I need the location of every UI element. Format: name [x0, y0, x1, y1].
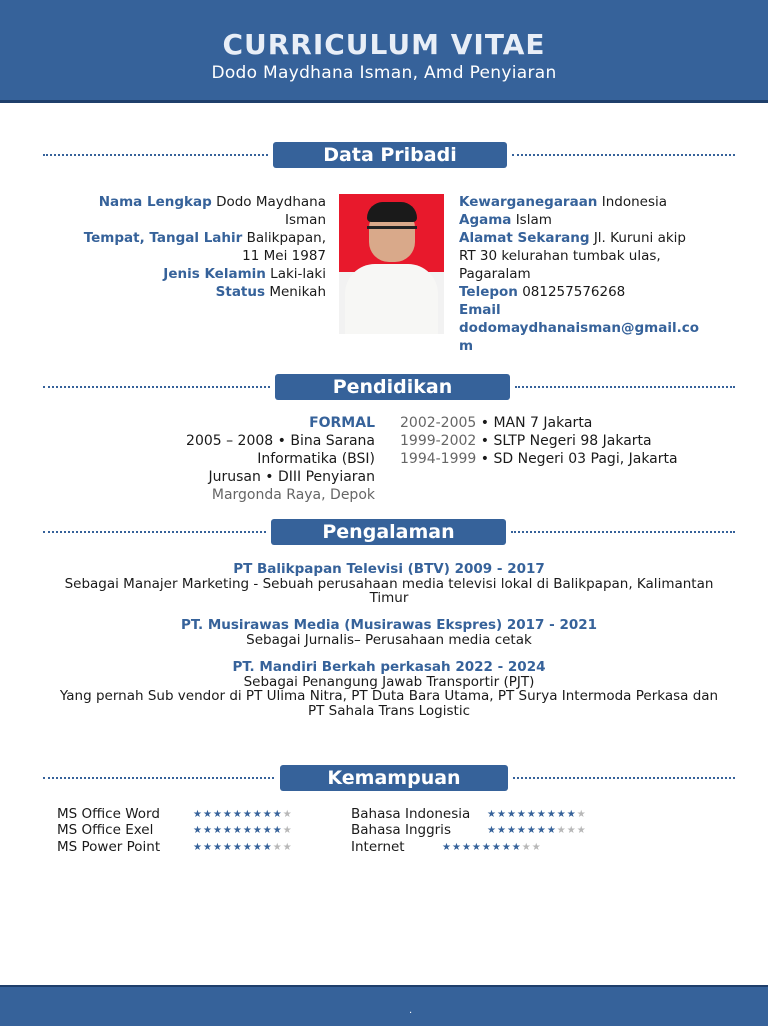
star-icon: ★ — [566, 809, 577, 820]
college-line-3: Jurusan • DIII Penyiaran — [208, 469, 375, 485]
job-title: PT Balikpapan Televisi (BTV) 2009 - 2017 — [233, 561, 545, 577]
star-icon: ★ — [521, 842, 532, 853]
star-icon: ★ — [212, 825, 223, 836]
address-label: Alamat Sekarang — [459, 230, 590, 246]
school-item — [400, 450, 738, 468]
skill-name: MS Power Point — [57, 839, 161, 855]
citizenship-label: Kewarganegaraan — [459, 194, 598, 210]
job-desc-cont: Timur — [369, 590, 409, 606]
skill-row — [351, 822, 451, 838]
star-icon: ★ — [471, 842, 482, 853]
star-icon: ★ — [193, 825, 203, 836]
star-icon: ★ — [262, 809, 273, 820]
star-icon: ★ — [461, 842, 472, 853]
birth-value-cont: 11 Mei 1987 — [242, 248, 326, 264]
experience-item — [40, 618, 738, 647]
star-icon: ★ — [272, 825, 283, 836]
star-icon: ★ — [566, 825, 577, 836]
skill-rating — [193, 809, 293, 820]
star-icon: ★ — [506, 809, 517, 820]
college-line-1: 2005 – 2008 • Bina Sarana — [186, 433, 375, 449]
divider-left — [43, 777, 274, 779]
star-icon: ★ — [242, 809, 253, 820]
job-desc-cont: PT Sahala Trans Logistic — [308, 702, 470, 719]
document-title: CURRICULUM VITAE — [222, 28, 546, 61]
star-icon: ★ — [556, 809, 567, 820]
photo-glasses — [367, 226, 417, 239]
star-icon: ★ — [556, 825, 567, 836]
school-item — [400, 432, 738, 450]
skill-row — [57, 822, 153, 838]
email-value-cont[interactable]: m — [459, 338, 474, 354]
star-icon: ★ — [282, 809, 293, 820]
star-icon: ★ — [242, 825, 253, 836]
star-icon: ★ — [222, 809, 233, 820]
divider-left — [43, 154, 268, 156]
job-desc: Sebagai Penangung Jawab Transportir (PJT) — [243, 673, 535, 690]
star-icon: ★ — [576, 825, 587, 836]
section-title-education: Pendidikan — [275, 374, 510, 400]
star-icon: ★ — [202, 825, 213, 836]
school-name: • MAN 7 Jakarta — [480, 415, 593, 431]
star-icon: ★ — [232, 842, 243, 853]
school-years: 2002-2005 — [400, 415, 477, 431]
divider-right — [512, 154, 735, 156]
star-icon: ★ — [496, 809, 507, 820]
footer-banner — [0, 985, 768, 1026]
star-icon: ★ — [242, 842, 253, 853]
skill-name: MS Office Exel — [57, 822, 154, 838]
star-icon: ★ — [282, 825, 293, 836]
section-header-experience — [43, 519, 735, 545]
skill-rating — [487, 809, 587, 820]
divider-right — [513, 777, 735, 779]
star-icon: ★ — [516, 809, 527, 820]
email-value[interactable]: dodomaydhanaisman@gmail.co — [459, 320, 699, 336]
photo-hair — [367, 202, 417, 222]
gender-label: Jenis Kelamin — [163, 266, 266, 282]
star-icon: ★ — [212, 809, 223, 820]
citizenship-value: Indonesia — [601, 194, 668, 210]
section-title-personal: Data Pribadi — [273, 142, 507, 168]
star-icon: ★ — [576, 809, 587, 820]
address-value-cont-2: Pagaralam — [459, 266, 531, 282]
college-line-2: Informatika (BSI) — [257, 451, 375, 467]
skill-rating — [442, 842, 542, 853]
education-schools — [400, 414, 738, 468]
star-icon: ★ — [526, 809, 537, 820]
school-item — [400, 414, 738, 432]
star-icon: ★ — [272, 842, 283, 853]
star-icon: ★ — [506, 825, 517, 836]
star-icon: ★ — [193, 842, 203, 853]
star-icon: ★ — [222, 842, 233, 853]
star-icon: ★ — [193, 809, 203, 820]
skill-name: Internet — [351, 839, 405, 855]
status-label: Status — [215, 284, 266, 300]
star-icon: ★ — [501, 842, 512, 853]
skill-row — [351, 839, 405, 855]
star-icon: ★ — [282, 842, 293, 853]
star-icon: ★ — [511, 842, 522, 853]
skill-row — [57, 806, 160, 822]
skill-rating — [193, 825, 293, 836]
star-icon: ★ — [212, 842, 223, 853]
skill-row — [57, 839, 160, 855]
star-icon: ★ — [496, 825, 507, 836]
section-header-personal — [43, 142, 735, 168]
birth-value: Balikpapan, — [246, 230, 326, 246]
skill-rating — [193, 842, 293, 853]
star-icon: ★ — [442, 842, 452, 853]
star-icon: ★ — [536, 809, 547, 820]
star-icon: ★ — [222, 825, 233, 836]
experience-item — [40, 562, 738, 606]
gender-value: Laki-laki — [270, 266, 326, 282]
footer-mark: . — [409, 1005, 413, 1016]
star-icon: ★ — [546, 809, 557, 820]
job-desc: Sebagai Manajer Marketing - Sebuah perusahaan media televisi lokal di Balikpapan, Kalimantan — [64, 575, 714, 592]
star-icon: ★ — [202, 842, 213, 853]
star-icon: ★ — [232, 809, 243, 820]
divider-left — [43, 386, 270, 388]
star-icon: ★ — [531, 842, 542, 853]
experience-item — [40, 660, 738, 718]
star-icon: ★ — [487, 825, 497, 836]
job-title: PT. Musirawas Media (Musirawas Ekspres) 2017 - 2021 — [180, 617, 598, 633]
star-icon: ★ — [232, 825, 243, 836]
phone-label: Telepon — [459, 284, 518, 300]
skill-name: Bahasa Indonesia — [351, 806, 471, 822]
section-header-education — [43, 374, 735, 400]
section-title-skills: Kemampuan — [280, 765, 508, 791]
address-value-cont-1: RT 30 kelurahan tumbak ulas, — [459, 248, 661, 264]
divider-left — [43, 531, 266, 533]
skill-name: MS Office Word — [57, 806, 160, 822]
star-icon: ★ — [252, 809, 263, 820]
religion-label: Agama — [459, 212, 512, 228]
star-icon: ★ — [487, 809, 497, 820]
profile-photo — [339, 194, 444, 334]
star-icon: ★ — [536, 825, 547, 836]
divider-right — [515, 386, 735, 388]
star-icon: ★ — [272, 809, 283, 820]
star-icon: ★ — [262, 842, 273, 853]
school-name: • SD Negeri 03 Pagi, Jakarta — [480, 451, 678, 467]
formal-label: FORMAL — [309, 415, 375, 431]
document-subtitle: Dodo Maydhana Isman, Amd Penyiaran — [211, 63, 557, 83]
header-banner — [0, 0, 768, 103]
school-name: • SLTP Negeri 98 Jakarta — [480, 433, 652, 449]
section-header-skills — [43, 765, 735, 791]
job-desc: Sebagai Jurnalis– Perusahaan media cetak — [246, 631, 532, 648]
email-label: Email — [459, 302, 501, 318]
college-line-4: Margonda Raya, Depok — [211, 487, 375, 503]
skill-name: Bahasa Inggris — [351, 822, 451, 838]
star-icon: ★ — [252, 825, 263, 836]
star-icon: ★ — [202, 809, 213, 820]
star-icon: ★ — [516, 825, 527, 836]
school-years: 1999-2002 — [400, 433, 477, 449]
star-icon: ★ — [262, 825, 273, 836]
name-label: Nama Lengkap — [98, 194, 212, 210]
name-value: Dodo Maydhana — [216, 194, 326, 210]
school-years: 1994-1999 — [400, 451, 477, 467]
star-icon: ★ — [491, 842, 502, 853]
star-icon: ★ — [546, 825, 557, 836]
photo-shirt — [345, 264, 438, 334]
star-icon: ★ — [252, 842, 263, 853]
status-value: Menikah — [269, 284, 326, 300]
name-value-cont: Isman — [285, 212, 326, 228]
job-title: PT. Mandiri Berkah perkasah 2022 - 2024 — [232, 659, 546, 675]
skill-row — [351, 806, 470, 822]
education-formal — [40, 414, 375, 504]
personal-right-column — [459, 193, 734, 355]
star-icon: ★ — [451, 842, 462, 853]
personal-left-column — [40, 193, 326, 301]
skill-rating — [487, 825, 587, 836]
divider-right — [511, 531, 735, 533]
star-icon: ★ — [481, 842, 492, 853]
phone-value: 081257576268 — [522, 284, 626, 300]
star-icon: ★ — [526, 825, 537, 836]
religion-value: Islam — [515, 212, 552, 228]
birth-label: Tempat, Tangal Lahir — [83, 230, 243, 246]
job-desc-cont: Yang pernah Sub vendor di PT Ulima Nitra, PT Duta Bara Utama, PT Surya Intermoda Perkasa dan — [59, 688, 719, 704]
section-title-experience: Pengalaman — [271, 519, 506, 545]
address-value: Jl. Kuruni akip — [593, 230, 686, 246]
